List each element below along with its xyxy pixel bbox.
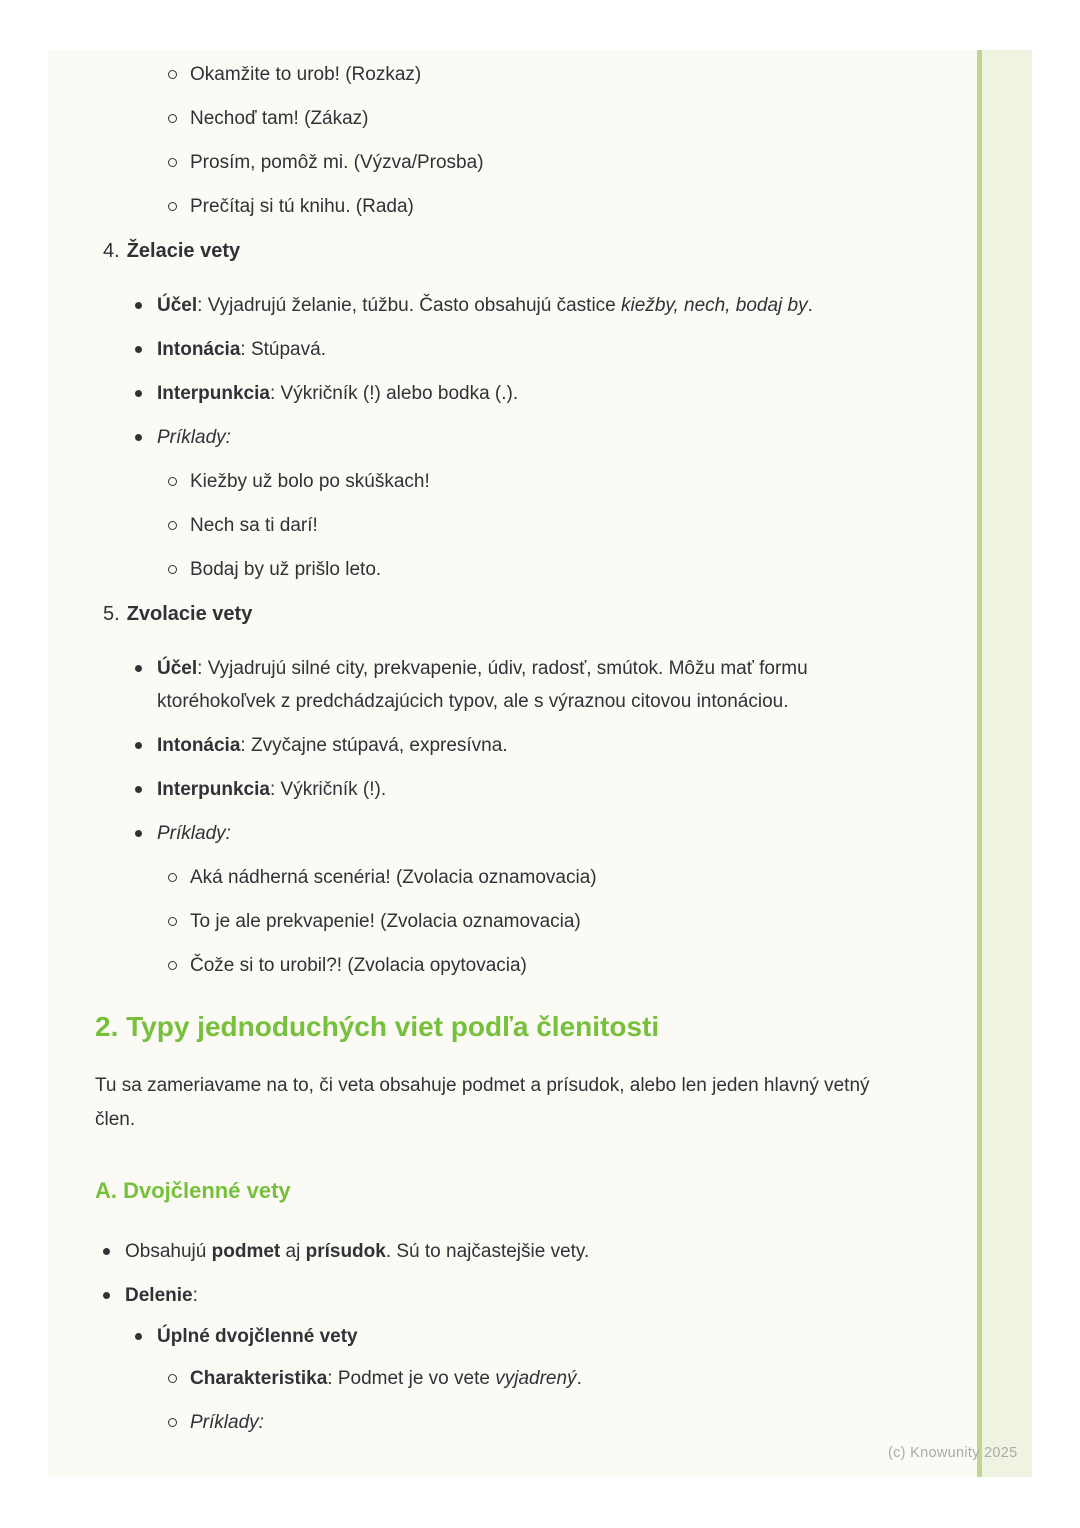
subsection-heading-dvojclenne-vety: A. Dvojčlenné vety — [95, 1178, 291, 1203]
property-text: Vyjadrujú silné city, prekvapenie, údiv, radosť, smútok. Môžu mať formu ktoréhokoľvek z predchádzajúcich typov, ale s výraznou citovou intonáciou. — [157, 658, 808, 712]
circle-bullet-icon — [168, 565, 177, 574]
knowunity-watermark: (c) Knowunity 2025 — [888, 1445, 1018, 1461]
particles-italic: kiežby, nech, bodaj by — [621, 295, 808, 316]
property-text: Zvyčajne stúpavá, expresívna. — [250, 735, 508, 756]
item-number: 5. — [103, 603, 120, 625]
item-title: Zvolacie vety — [126, 603, 253, 625]
list-item-interpunkcia — [95, 773, 907, 806]
list-item-obsahuju — [95, 1235, 907, 1268]
bullet-icon — [135, 786, 142, 793]
example-text: Nechoď tam! (Zákaz) — [190, 108, 369, 129]
example-text: Nech sa ti darí! — [190, 515, 318, 536]
subtype-title: Úplné dvojčlenné vety — [157, 1326, 358, 1347]
circle-bullet-icon — [168, 521, 177, 530]
dvojclenne-list — [95, 1235, 907, 1439]
list-item-ucel — [95, 289, 907, 322]
circle-bullet-icon — [168, 1418, 177, 1427]
item-title: Želacie vety — [126, 240, 241, 262]
list-item — [95, 949, 907, 982]
example-text: Prečítaj si tú knihu. (Rada) — [190, 196, 414, 217]
property-label: Delenie — [125, 1285, 193, 1306]
zvolacie-properties-list — [95, 652, 907, 982]
property-label: Interpunkcia — [157, 779, 270, 800]
example-text: Kiežby už bolo po skúškach! — [190, 471, 430, 492]
uplne-details-list — [95, 1362, 907, 1439]
list-item — [95, 190, 907, 223]
list-item-priklady — [95, 421, 907, 586]
property-text: Výkričník (!). — [280, 779, 387, 800]
circle-bullet-icon — [168, 114, 177, 123]
numbered-heading-zvolacie-vety — [95, 598, 907, 631]
list-item — [95, 905, 907, 938]
circle-bullet-icon — [168, 477, 177, 486]
sentence-end: . — [576, 1368, 582, 1389]
list-item — [95, 861, 907, 894]
separator: : — [192, 1285, 198, 1306]
property-label: Účel — [157, 295, 198, 316]
list-item-delenie — [95, 1279, 907, 1439]
circle-bullet-icon — [168, 202, 177, 211]
list-item-intonacia — [95, 333, 907, 366]
list-item-intonacia — [95, 729, 907, 762]
document-sheet — [48, 50, 1032, 1477]
property-label: Interpunkcia — [157, 383, 270, 404]
green-side-panel — [977, 50, 1032, 1477]
circle-bullet-icon — [168, 961, 177, 970]
sentence-end: . — [807, 295, 813, 316]
item-number: 4. — [103, 240, 120, 262]
bullet-icon — [135, 346, 142, 353]
bullet-icon — [135, 742, 142, 749]
example-text: To je ale prekvapenie! (Zvolacia oznamovacia) — [190, 911, 581, 932]
bullet-icon — [103, 1292, 110, 1299]
example-text: Okamžite to urob! (Rozkaz) — [190, 64, 422, 85]
page-content — [48, 50, 977, 1477]
property-text: Stúpavá. — [250, 339, 326, 360]
separator: : — [197, 658, 208, 679]
property-label: Intonácia — [157, 339, 241, 360]
list-item-priklady — [95, 817, 907, 982]
example-list-top — [95, 58, 907, 223]
list-item-uplne — [95, 1320, 907, 1439]
property-text: Podmet je vo vete — [337, 1368, 496, 1389]
circle-bullet-icon — [168, 1374, 177, 1383]
term-podmet: podmet — [211, 1241, 281, 1262]
property-text: Vyjadrujú želanie, túžbu. Často obsahujú častice — [207, 295, 622, 316]
priklady-label: Príklady: — [190, 1412, 264, 1433]
zvolacie-examples-list — [95, 861, 907, 982]
bullet-icon — [135, 830, 142, 837]
separator: : — [197, 295, 208, 316]
separator: : — [240, 339, 251, 360]
separator: : — [240, 735, 251, 756]
bullet-icon — [135, 665, 142, 672]
list-item — [95, 58, 907, 91]
bullet-icon — [103, 1248, 110, 1255]
circle-bullet-icon — [168, 917, 177, 926]
circle-bullet-icon — [168, 70, 177, 79]
example-text: Čože si to urobil?! (Zvolacia opytovacia) — [190, 955, 527, 976]
property-label: Charakteristika — [190, 1368, 328, 1389]
priklady-label: Príklady: — [157, 823, 231, 844]
list-item — [95, 146, 907, 179]
separator: : — [269, 383, 281, 404]
example-text: Aká nádherná scenéria! (Zvolacia oznamovacia) — [190, 867, 597, 888]
bullet-icon — [135, 434, 142, 441]
list-item-ucel — [95, 652, 907, 718]
list-item — [95, 102, 907, 135]
term-prisudok: prísudok — [305, 1241, 386, 1262]
example-text: Prosím, pomôž mi. (Výzva/Prosba) — [190, 152, 484, 173]
term-vyjadreny-italic: vyjadrený — [495, 1368, 577, 1389]
text-run: aj — [280, 1241, 306, 1262]
list-item — [95, 509, 907, 542]
bullet-icon — [135, 390, 142, 397]
list-item-charakteristika — [95, 1362, 907, 1395]
text-run: . Sú to najčastejšie vety. — [385, 1241, 590, 1262]
section-heading-typy-viet: 2. Typy jednoduchých viet podľa členitosti — [95, 1011, 660, 1042]
circle-bullet-icon — [168, 873, 177, 882]
zelacie-examples-list — [95, 465, 907, 586]
list-item-interpunkcia — [95, 377, 907, 410]
property-label: Intonácia — [157, 735, 241, 756]
circle-bullet-icon — [168, 158, 177, 167]
bullet-icon — [135, 1333, 142, 1340]
property-text: Výkričník (!) alebo bodka (.). — [280, 383, 519, 404]
delenie-sublist — [95, 1320, 907, 1439]
list-item — [95, 553, 907, 586]
bullet-icon — [135, 302, 142, 309]
example-text: Bodaj by už prišlo leto. — [190, 559, 382, 580]
property-label: Účel — [157, 658, 198, 679]
text-run: Obsahujú — [125, 1241, 212, 1262]
list-item-priklady — [95, 1406, 907, 1439]
priklady-label: Príklady: — [157, 427, 231, 448]
separator: : — [327, 1368, 338, 1389]
intro-paragraph: Tu sa zameriavame na to, či veta obsahuje podmet a prísudok, alebo len jeden hlavný vetný člen. — [95, 1075, 870, 1130]
zelacie-properties-list — [95, 289, 907, 586]
separator: : — [269, 779, 281, 800]
list-item — [95, 465, 907, 498]
numbered-heading-zelacie-vety — [95, 235, 907, 268]
